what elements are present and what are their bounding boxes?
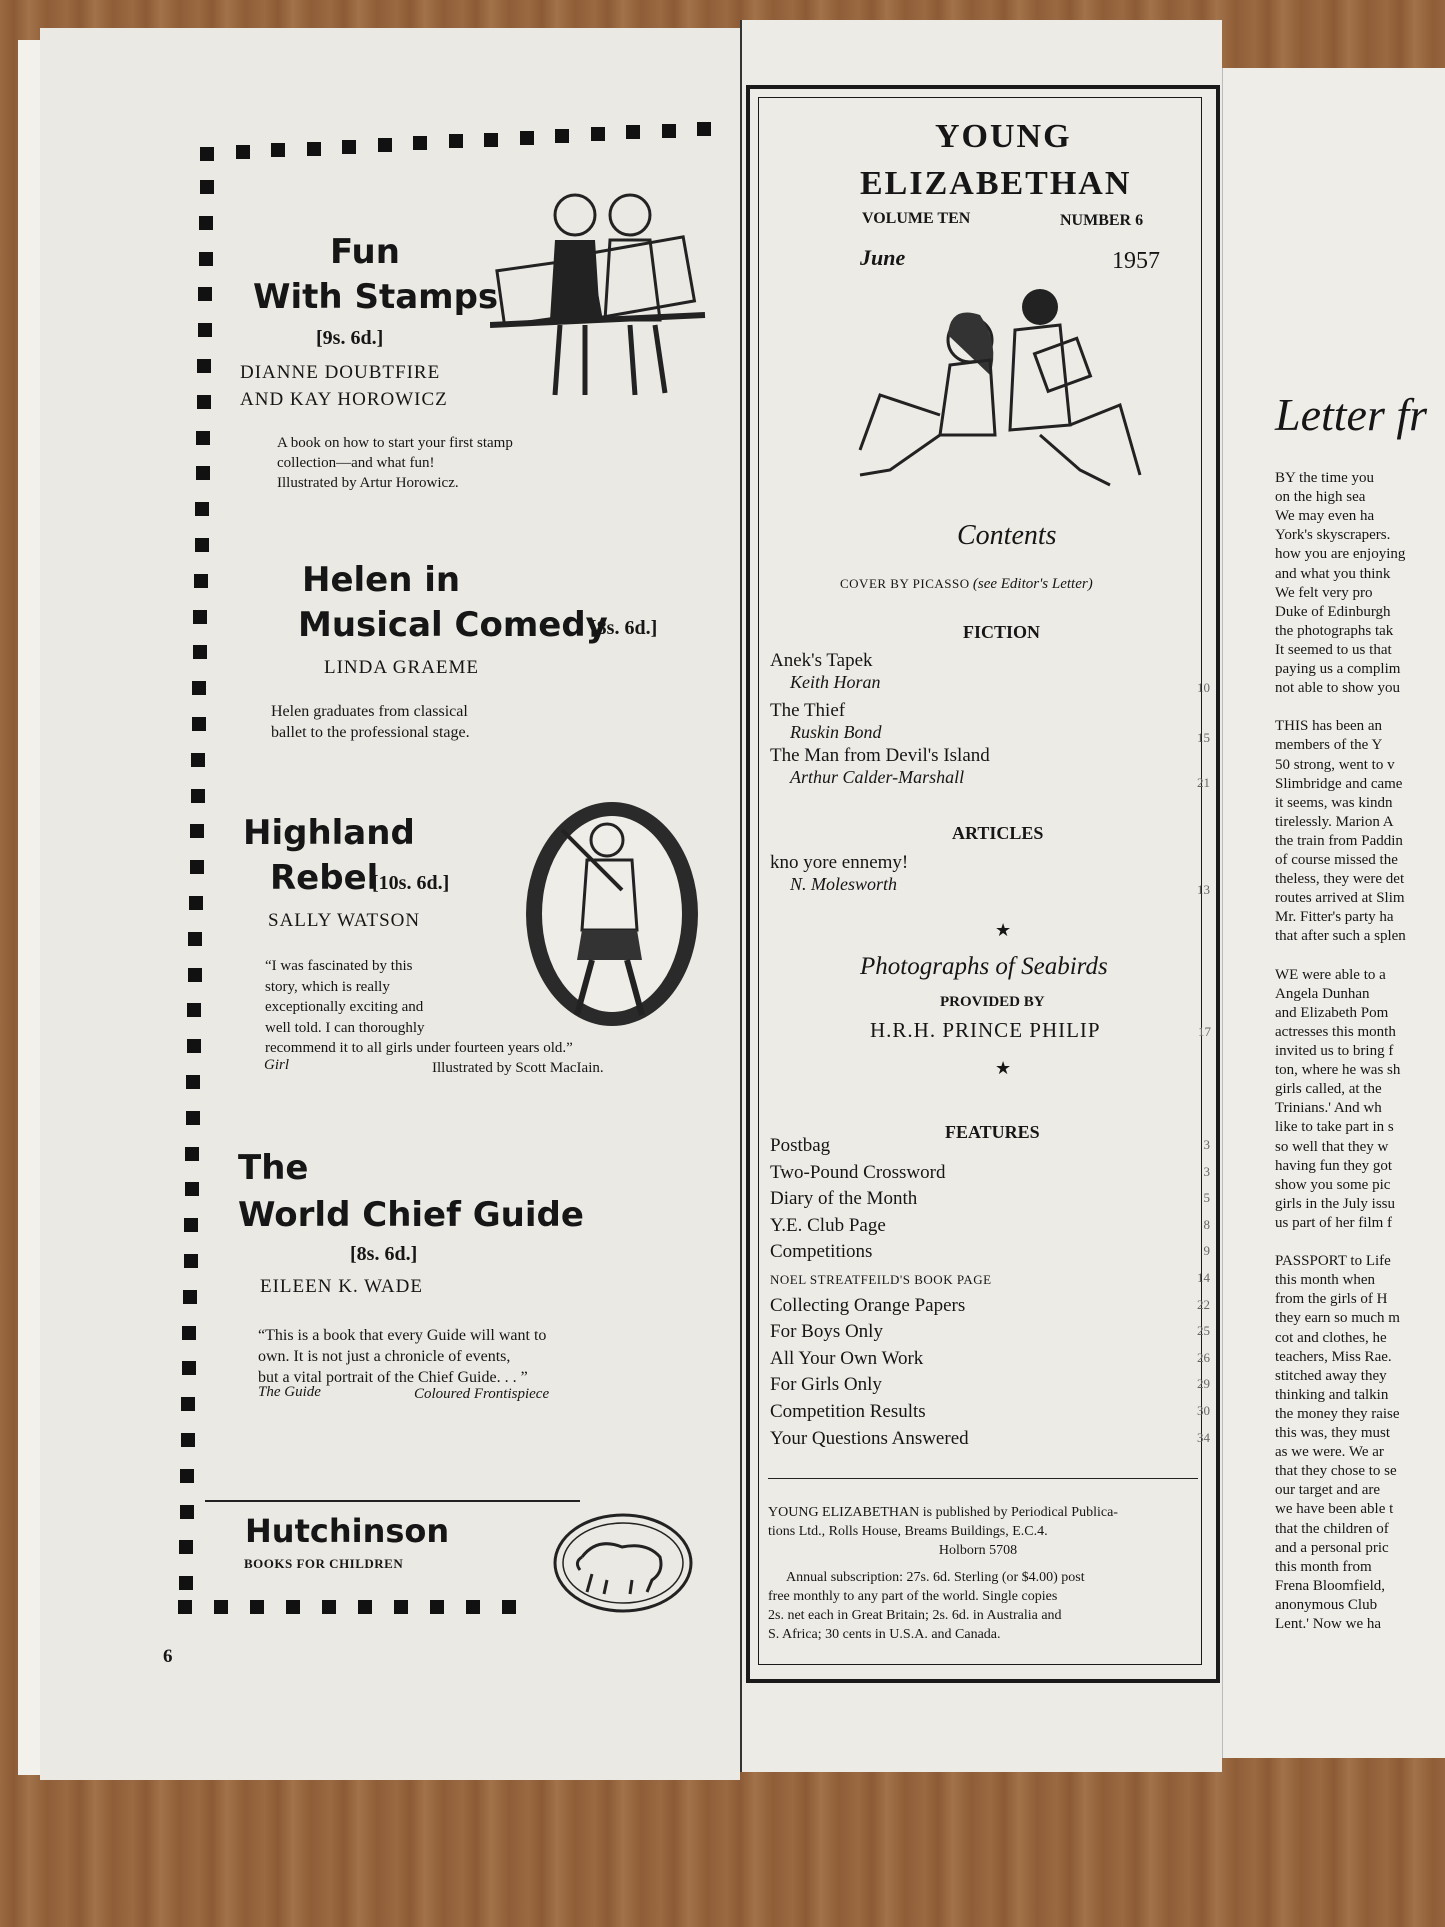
letter-line: having fun they got bbox=[1275, 1157, 1393, 1174]
border-square bbox=[555, 129, 569, 143]
border-square bbox=[195, 538, 209, 552]
ad-title: Musical Comedy bbox=[298, 605, 608, 645]
letter-line: on the high sea bbox=[1275, 489, 1366, 506]
contents-heading: Contents bbox=[957, 520, 1057, 551]
border-square bbox=[180, 1469, 194, 1483]
letter-line: 50 strong, went to v bbox=[1275, 756, 1395, 773]
ad-source: Girl bbox=[264, 1057, 290, 1073]
masthead-title: YOUNG bbox=[935, 118, 1072, 155]
toc-entry[interactable]: All Your Own Work 26 bbox=[770, 1347, 1210, 1369]
letter-line: this month from bbox=[1275, 1558, 1372, 1575]
issue-month: June bbox=[860, 245, 906, 270]
border-square bbox=[186, 1111, 200, 1125]
border-square bbox=[178, 1600, 192, 1614]
letter-line: actresses this month bbox=[1275, 1023, 1396, 1040]
border-square bbox=[198, 323, 212, 337]
letter-line: teachers, Miss Rae. bbox=[1275, 1348, 1392, 1365]
toc-entry[interactable]: Postbag 3 bbox=[770, 1135, 1210, 1156]
border-square bbox=[250, 1600, 264, 1614]
letter-line: of course missed the bbox=[1275, 852, 1398, 868]
letter-line: cot and clothes, he bbox=[1275, 1329, 1387, 1346]
border-square bbox=[197, 395, 211, 409]
letter-line: us part of her film f bbox=[1275, 1214, 1393, 1231]
ad-price: [8s. 6d.] bbox=[350, 1243, 418, 1265]
letter-line: our target and are bbox=[1275, 1482, 1381, 1499]
border-square bbox=[449, 134, 463, 148]
toc-entry[interactable]: Your Questions Answered 34 bbox=[770, 1427, 1210, 1449]
letter-line: the money they raise bbox=[1275, 1405, 1400, 1422]
border-square bbox=[502, 1600, 516, 1614]
border-square bbox=[186, 1075, 200, 1089]
ad-title: Rebel bbox=[270, 858, 379, 898]
letter-line: girls in the July issu bbox=[1275, 1195, 1396, 1212]
highland-rebel-illustration bbox=[522, 800, 702, 1028]
letter-line: We may even ha bbox=[1275, 508, 1375, 525]
border-square bbox=[180, 1505, 194, 1519]
border-square bbox=[183, 1290, 197, 1304]
letter-line: that they chose to se bbox=[1275, 1463, 1397, 1480]
ad-author: SALLY WATSON bbox=[268, 910, 421, 931]
border-square bbox=[591, 127, 605, 141]
masthead-title: ELIZABETHAN bbox=[860, 165, 1132, 202]
photo-credit: H.R.H. PRINCE PHILIP bbox=[870, 1018, 1101, 1042]
letter-line: like to take part in s bbox=[1275, 1119, 1394, 1136]
letter-line: Angela Dunhan bbox=[1275, 985, 1370, 1002]
letter-line: York's skyscrapers. bbox=[1275, 527, 1391, 544]
letter-line: the train from Paddin bbox=[1275, 832, 1403, 849]
letter-line: Mr. Fitter's party ha bbox=[1275, 909, 1394, 926]
toc-entry[interactable]: The Man from Devil's Island Arthur Calder-Marshall 21 bbox=[770, 745, 1210, 790]
border-square bbox=[199, 252, 213, 266]
toc-entry[interactable]: The Thief Ruskin Bond 15 bbox=[770, 700, 1210, 745]
border-square bbox=[191, 789, 205, 803]
letter-line: this month when bbox=[1275, 1272, 1375, 1289]
border-square bbox=[626, 125, 640, 139]
border-square bbox=[198, 287, 212, 301]
toc-entry[interactable]: Collecting Orange Papers 22 bbox=[770, 1294, 1210, 1316]
letter-line: that after such a splen bbox=[1275, 928, 1406, 945]
letter-line: theless, they were det bbox=[1275, 871, 1405, 888]
letter-line: It seemed to us that bbox=[1275, 641, 1392, 658]
letter-line: Slimbridge and came bbox=[1275, 775, 1403, 792]
border-square bbox=[322, 1600, 336, 1614]
letter-line: they earn so much m bbox=[1275, 1310, 1400, 1327]
border-square bbox=[342, 140, 356, 154]
border-square bbox=[697, 122, 711, 136]
star-divider: ★ bbox=[995, 920, 1012, 940]
letter-line: from the girls of H bbox=[1275, 1291, 1388, 1308]
border-square bbox=[197, 359, 211, 373]
border-square bbox=[236, 145, 250, 159]
border-square bbox=[286, 1600, 300, 1614]
letter-line: girls called, at the bbox=[1275, 1081, 1382, 1098]
articles-heading: ARTICLES bbox=[952, 823, 1044, 843]
issue-year: 1957 bbox=[1112, 248, 1160, 274]
ad-author: LINDA GRAEME bbox=[324, 657, 480, 678]
ad-author: DIANNE DOUBTFIRE bbox=[240, 362, 441, 383]
border-square bbox=[199, 216, 213, 230]
border-square bbox=[200, 147, 214, 161]
page-number: 6 bbox=[163, 1646, 173, 1667]
border-square bbox=[662, 124, 676, 138]
border-square bbox=[520, 131, 534, 145]
ad-credit: Illustrated by Scott MacIain. bbox=[432, 1060, 604, 1076]
letter-line: this was, they must bbox=[1275, 1425, 1390, 1441]
border-square bbox=[378, 138, 392, 152]
letter-line: Trinians.' And wh bbox=[1275, 1100, 1382, 1117]
ad-price: [8s. 6d.] bbox=[590, 617, 658, 639]
ad-title: World Chief Guide bbox=[238, 1195, 584, 1235]
letter-line: as we were. We ar bbox=[1275, 1444, 1384, 1461]
border-square bbox=[200, 180, 214, 194]
ad-author: AND KAY HOROWICZ bbox=[240, 389, 448, 410]
toc-entry[interactable]: kno yore ennemy! N. Molesworth 13 bbox=[770, 852, 1210, 897]
letter-line: show you some pic bbox=[1275, 1176, 1391, 1193]
border-square bbox=[184, 1218, 198, 1232]
border-square bbox=[191, 753, 205, 767]
letter-line: tirelessly. Marion A bbox=[1275, 813, 1394, 830]
border-square bbox=[196, 431, 210, 445]
border-square bbox=[193, 610, 207, 624]
border-square bbox=[190, 860, 204, 874]
ad-author: EILEEN K. WADE bbox=[260, 1276, 423, 1297]
ad-title: Helen in bbox=[302, 560, 461, 600]
letter-line: so well that they w bbox=[1275, 1138, 1389, 1155]
border-square bbox=[182, 1326, 196, 1340]
readers-illustration bbox=[840, 285, 1170, 500]
letter-line: Duke of Edinburgh bbox=[1275, 603, 1391, 620]
ad-blurb: A book on how to start your first stamp collection—and what fun! Illustrated by Artur Horowicz. bbox=[277, 435, 513, 491]
publisher-subtitle: BOOKS FOR CHILDREN bbox=[244, 1556, 404, 1571]
letter-line: We felt very pro bbox=[1275, 584, 1373, 601]
border-square bbox=[187, 1039, 201, 1053]
issue-number: NUMBER 6 bbox=[1060, 212, 1144, 229]
volume: VOLUME TEN bbox=[862, 210, 971, 227]
border-square bbox=[188, 932, 202, 946]
letter-line: Frena Bloomfield, bbox=[1275, 1577, 1385, 1594]
letter-line: we have been able t bbox=[1275, 1501, 1394, 1518]
ad-title: Highland bbox=[243, 813, 415, 853]
border-square bbox=[189, 896, 203, 910]
letter-heading: Letter fr bbox=[1275, 389, 1428, 440]
border-square bbox=[181, 1397, 195, 1411]
ad-title: The bbox=[238, 1148, 309, 1188]
border-square bbox=[185, 1182, 199, 1196]
border-square bbox=[182, 1361, 196, 1375]
photo-provided-by: PROVIDED BY bbox=[940, 994, 1045, 1010]
toc-entry[interactable]: Diary of the Month 5 bbox=[770, 1188, 1210, 1210]
toc-entry[interactable]: Two-Pound Crossword 3 bbox=[770, 1161, 1210, 1183]
toc-page: 17 bbox=[1198, 1024, 1211, 1039]
letter-line: routes arrived at Slim bbox=[1275, 890, 1405, 907]
letter-line: WE were able to a bbox=[1275, 966, 1386, 983]
letter-line: and a personal pric bbox=[1275, 1539, 1389, 1556]
border-square bbox=[192, 717, 206, 731]
border-square bbox=[179, 1576, 193, 1590]
cover-credit: COVER BY PICASSO (see Editor's Letter) bbox=[840, 576, 1093, 592]
letter-line: and what you think bbox=[1275, 565, 1391, 582]
letter-line: paying us a complim bbox=[1275, 661, 1401, 677]
ad-blurb: “This is a book that every Guide will want to own. It is not just a chronicle of events, but a vital portrait of the Chief Guide. . . ” bbox=[258, 1327, 547, 1386]
ad-source: The Guide bbox=[258, 1384, 321, 1400]
ad-credit: Coloured Frontispiece bbox=[414, 1386, 550, 1402]
border-square bbox=[307, 142, 321, 156]
border-square bbox=[188, 968, 202, 982]
letter-line: and Elizabeth Pom bbox=[1275, 1004, 1389, 1021]
toc-entry[interactable]: Anek's Tapek Keith Horan 10 bbox=[770, 650, 1210, 695]
divider bbox=[768, 1478, 1198, 1479]
ad-title: Fun bbox=[330, 232, 400, 272]
letter-line: how you are enjoying bbox=[1275, 546, 1406, 563]
border-square bbox=[181, 1433, 195, 1447]
letter-line: Lent.' Now we ha bbox=[1275, 1616, 1382, 1632]
border-square bbox=[179, 1540, 193, 1554]
star-divider: ★ bbox=[995, 1058, 1012, 1078]
border-square bbox=[413, 136, 427, 150]
photo-feature-title: Photographs of Seabirds bbox=[860, 953, 1108, 980]
border-square bbox=[271, 143, 285, 157]
letter-line: members of the Y bbox=[1275, 737, 1383, 754]
ad-price: [9s. 6d.] bbox=[316, 327, 384, 349]
letter-line: ton, where he was sh bbox=[1275, 1062, 1401, 1079]
border-square bbox=[194, 574, 208, 588]
letter-line: anonymous Club bbox=[1275, 1596, 1378, 1613]
border-square bbox=[484, 133, 498, 147]
border-square bbox=[394, 1600, 408, 1614]
letter-line: it seems, was kindn bbox=[1275, 794, 1393, 811]
toc-entry[interactable]: For Boys Only 25 bbox=[770, 1321, 1210, 1343]
toc-entry[interactable]: Y.E. Club Page 8 bbox=[770, 1214, 1210, 1236]
letter-line: not able to show you bbox=[1275, 680, 1400, 697]
letter-line: that the children of bbox=[1275, 1520, 1389, 1537]
border-square bbox=[358, 1600, 372, 1614]
features-heading: FEATURES bbox=[945, 1122, 1040, 1142]
letter-line: stitched away they bbox=[1275, 1367, 1387, 1384]
fiction-heading: FICTION bbox=[963, 622, 1041, 642]
imprint: YOUNG ELIZABETHAN is published by Periodical Publica- tions Ltd., Rolls House, Breams Buildings, E.C.4. Holborn 5708 bbox=[768, 1505, 1118, 1558]
letter-line: invited us to bring f bbox=[1275, 1043, 1394, 1059]
toc-entry[interactable]: Competitions 9 bbox=[770, 1241, 1210, 1263]
border-square bbox=[195, 502, 209, 516]
ad-blurb: “I was fascinated by this story, which is really exceptionally exciting and well told. I can thoroughly recommend it to all girls under fourteen years old.” bbox=[265, 958, 573, 1056]
border-square bbox=[430, 1600, 444, 1614]
toc-entry[interactable]: Competition Results 30 bbox=[770, 1401, 1210, 1422]
bull-logo bbox=[552, 1512, 695, 1614]
border-square bbox=[193, 645, 207, 659]
border-square bbox=[185, 1147, 199, 1161]
toc-entry[interactable]: NOEL STREATFEILD'S BOOK PAGE 14 bbox=[770, 1270, 1210, 1287]
divider bbox=[205, 1500, 580, 1502]
border-square bbox=[196, 466, 210, 480]
subscription-info: Annual subscription: 27s. 6d. Sterling (or $4.00) post free monthly to any part of the world. Single copies 2s. net each in Great Britain; 2s. 6d. in Australia and S. Africa; 30 cents in U.S.A. and Canada. bbox=[768, 1570, 1085, 1642]
border-square bbox=[214, 1600, 228, 1614]
ad-price: [10s. 6d.] bbox=[372, 872, 450, 894]
letter-line: PASSPORT to Life bbox=[1275, 1253, 1391, 1270]
border-square bbox=[184, 1254, 198, 1268]
border-square bbox=[466, 1600, 480, 1614]
children-reading-illustration bbox=[490, 185, 710, 410]
letter-line: thinking and talkin bbox=[1275, 1386, 1389, 1403]
ad-blurb: Helen graduates from classical ballet to the professional stage. bbox=[271, 703, 470, 741]
ad-title: With Stamps bbox=[253, 277, 499, 317]
publisher-name: Hutchinson bbox=[245, 1512, 450, 1550]
border-square bbox=[192, 681, 206, 695]
border-square bbox=[187, 1003, 201, 1017]
letter-line: the photographs tak bbox=[1275, 622, 1394, 639]
letter-line: BY the time you bbox=[1275, 470, 1375, 486]
letter-line: THIS has been an bbox=[1275, 718, 1383, 735]
toc-entry[interactable]: For Girls Only 29 bbox=[770, 1374, 1210, 1396]
border-square bbox=[190, 824, 204, 838]
